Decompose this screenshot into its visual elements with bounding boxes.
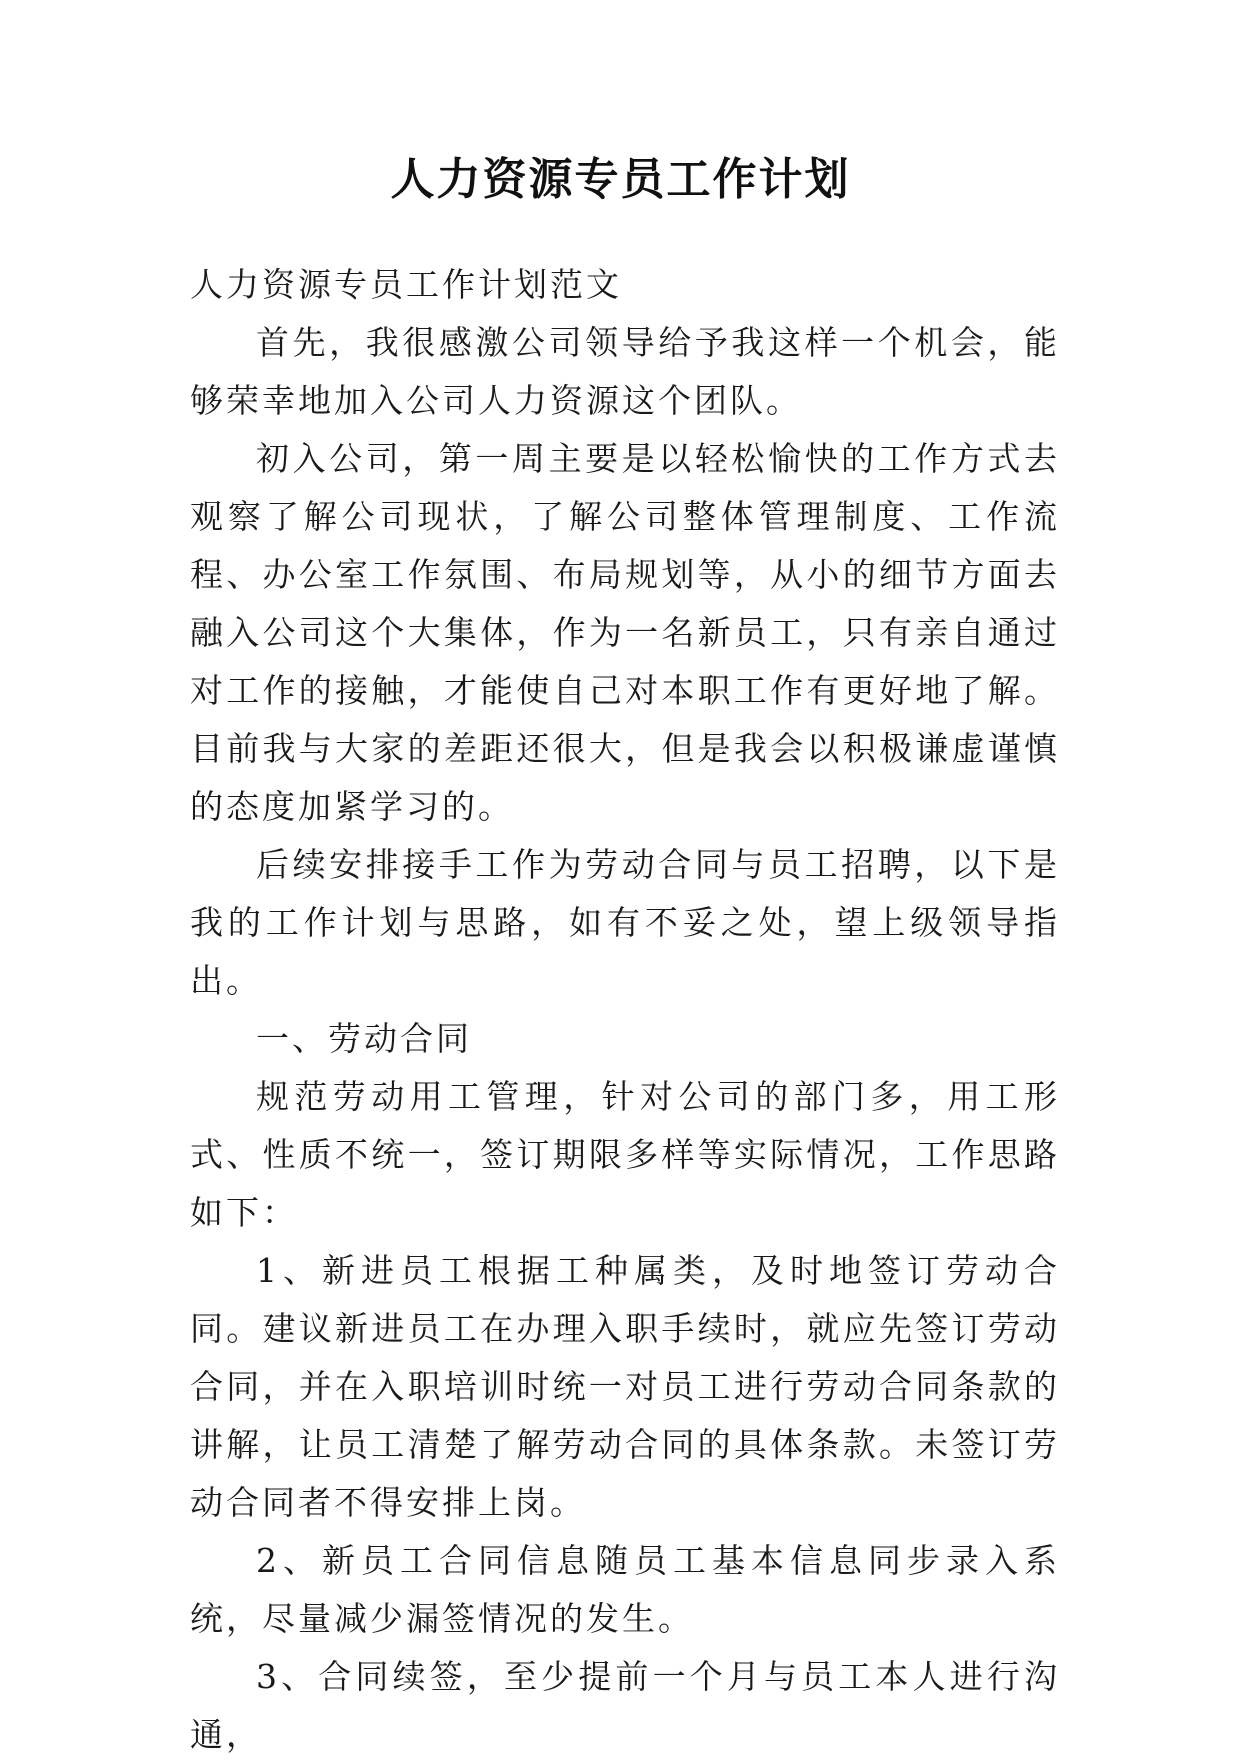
document-subtitle: 人力资源专员工作计划范文 [190, 265, 622, 304]
paragraph: 后续安排接手工作为劳动合同与员工招聘，以下是我的工作计划与思路，如有不妥之处，望上级领导指出。 [190, 845, 1060, 1000]
paragraph: 初入公司，第一周主要是以轻松愉快的工作方式去观察了解公司现状，了解公司整体管理制度、工作流程、办公室工作氛围、布局规划等，从小的细节方面去融入公司这个大集体，作为一名新员工，只有亲自通过对工作的接触，才能使自己对本职工作有更好地了解。目前我与大家的差距还很大，但是我会以积极谦虚谨慎的态度加紧学习的。 [190, 439, 1060, 826]
list-item: 2、新员工合同信息随员工基本信息同步录入系统，尽量减少漏签情况的发生。 [190, 1541, 1060, 1638]
section-heading: 一、劳动合同 [256, 1019, 472, 1058]
document-body [190, 256, 1060, 1764]
document-title: 人力资源专员工作计划 [390, 154, 851, 205]
list-item: 3、合同续签，至少提前一个月与员工本人进行沟通， [190, 1657, 1060, 1754]
paragraph: 首先，我很感激公司领导给予我这样一个机会，能够荣幸地加入公司人力资源这个团队。 [190, 323, 1060, 420]
list-item: 1、新进员工根据工种属类，及时地签订劳动合同。建议新进员工在办理入职手续时，就应先签订劳动合同，并在入职培训时统一对员工进行劳动合同条款的讲解，让员工清楚了解劳动合同的具体条款。未签订劳动合同者不得安排上岗。 [190, 1251, 1060, 1522]
paragraph: 规范劳动用工管理，针对公司的部门多，用工形式、性质不统一，签订期限多样等实际情况，工作思路如下： [190, 1077, 1060, 1232]
